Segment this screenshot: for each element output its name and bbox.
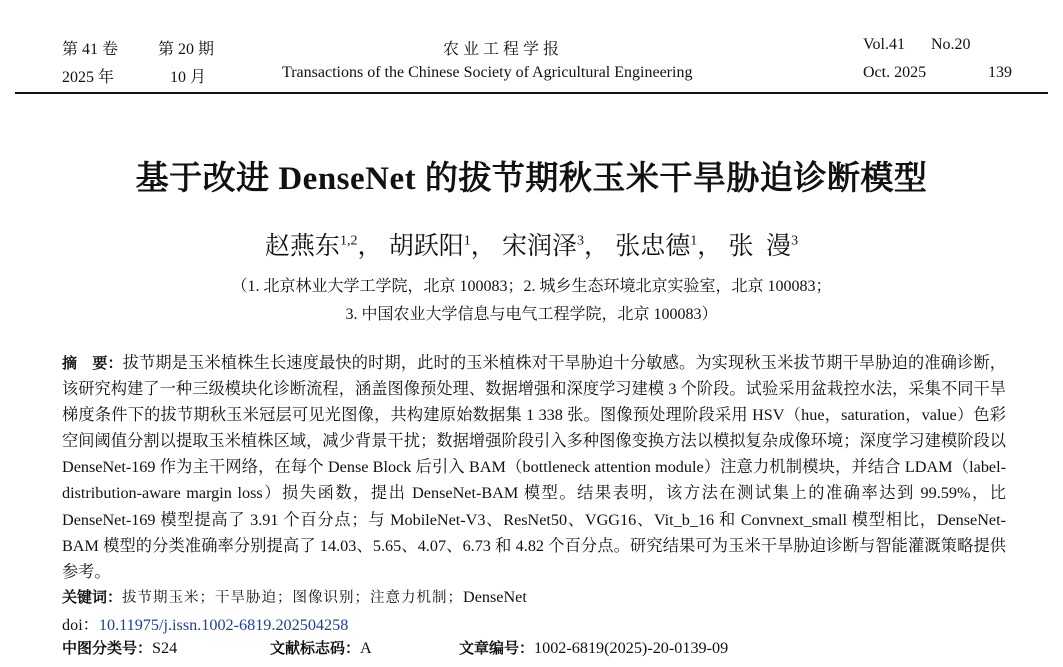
journal-name-cn: 农 业 工 程 学 报 [443, 41, 560, 58]
article-number-label: 文章编号： [459, 639, 535, 657]
journal-header [62, 36, 1023, 92]
author-name: 张忠德 [615, 233, 691, 260]
clc-label: 中图分类号： [62, 639, 153, 657]
doi-label: doi： [62, 616, 99, 634]
keywords-value-en: DenseNet [463, 588, 527, 606]
document-code-label: 文献标志码： [270, 639, 361, 657]
document-code-value: A [360, 639, 372, 657]
abstract-label: 摘 要： [62, 354, 123, 372]
journal-name-en: Transactions of the Chinese Society of Agricultural Engineering [282, 64, 693, 81]
author-affiliation-mark: 1,2 [339, 233, 358, 249]
author-affiliation-mark: 1 [463, 233, 471, 249]
author-list [0, 226, 1063, 262]
volume-cn: 第 41 卷 [62, 41, 119, 58]
doi-link[interactable]: 10.11975/j.issn.1002-6819.202504258 [98, 616, 349, 634]
keywords [62, 586, 527, 607]
affiliation-line-1: （1. 北京林业大学工学院，北京 100083；2. 城乡生态环境北京实验室，北京 100083； [231, 278, 832, 295]
author-name: 张 漫 [728, 233, 792, 260]
month-cn: 10 月 [170, 69, 207, 86]
keywords-label: 关键词： [62, 588, 123, 606]
author-affiliation-mark: 3 [791, 233, 799, 249]
doi [62, 611, 348, 635]
abstract-text: 拔节期是玉米植株生长速度最快的时期，此时的玉米植株对干旱胁迫十分敏感。为实现秋玉米拔节期干旱胁迫的准确诊断，该研究构建了一种三级模块化诊断流程，涵盖图像预处理、数据增强和深度学习建模 3 个阶段。试验采用盆栽控水法，采集不同干旱梯度条件下的拔节期秋玉米冠层可见光图像，共构建原始数据集 1 338 张。图像预处理阶段采用 HSV（hue，saturation，value）色彩空间阈值分割以提取玉米植株区域，减少背景干扰；数据增强阶段引入多种图像变换方法以模拟复杂成像环境；深度学习建模阶段以 DenseNet-169 作为主干网络，在每个 Dense Block 后引入 BAM（bottleneck attention module）注意力机制模块，并结合 LDAM（label-distribution-aware margin loss）损失函数，提出 DenseNet-BAM 模型。结果表明，该方法在测试集上的准确率达到 99.59%，比 DenseNet-169 模型提高了 3.91 个百分点；与 MobileNet-V3、ResNet50、VGG16、Vit_b_16 和 Convnext_small 模型相比，DenseNet-BAM 模型的分类准确率分别提高了 14.03、5.65、4.07、6.73 和 4.82 个百分点。研究结果可为玉米干旱胁迫诊断与智能灌溉策略提供参考。 [62, 354, 1006, 581]
author-name: 胡跃阳 [388, 233, 464, 260]
issue-cn: 第 20 期 [158, 41, 215, 58]
affiliation-line-2: 3. 中国农业大学信息与电气工程学院，北京 100083） [345, 306, 718, 323]
paper-title: 基于改进 DenseNet 的拔节期秋玉米干旱胁迫诊断模型 [135, 161, 928, 197]
author-affiliation-mark: 1 [690, 233, 698, 249]
author-name: 宋润泽 [501, 233, 577, 260]
author-separator: ， [584, 233, 610, 260]
issue-en: No.20 [931, 36, 971, 53]
date-en: Oct. 2025 [863, 64, 927, 81]
year-cn: 2025 年 [62, 69, 115, 86]
clc-number [62, 637, 177, 658]
author-name: 赵燕东 [264, 233, 340, 260]
keywords-value: 拔节期玉米；干旱胁迫；图像识别；注意力机制； [122, 590, 464, 606]
page-number: 139 [988, 64, 1012, 81]
author-separator: ， [357, 233, 383, 260]
author-affiliation-mark: 3 [577, 233, 584, 249]
author-separator: ， [470, 233, 496, 260]
article-number [459, 637, 728, 658]
header-rule [15, 92, 1048, 94]
author-separator: ， [697, 233, 723, 260]
abstract [62, 350, 1006, 585]
clc-value: S24 [152, 639, 178, 657]
article-number-value: 1002-6819(2025)-20-0139-09 [534, 639, 729, 657]
volume-en: Vol.41 [863, 36, 905, 53]
document-code [270, 637, 372, 658]
